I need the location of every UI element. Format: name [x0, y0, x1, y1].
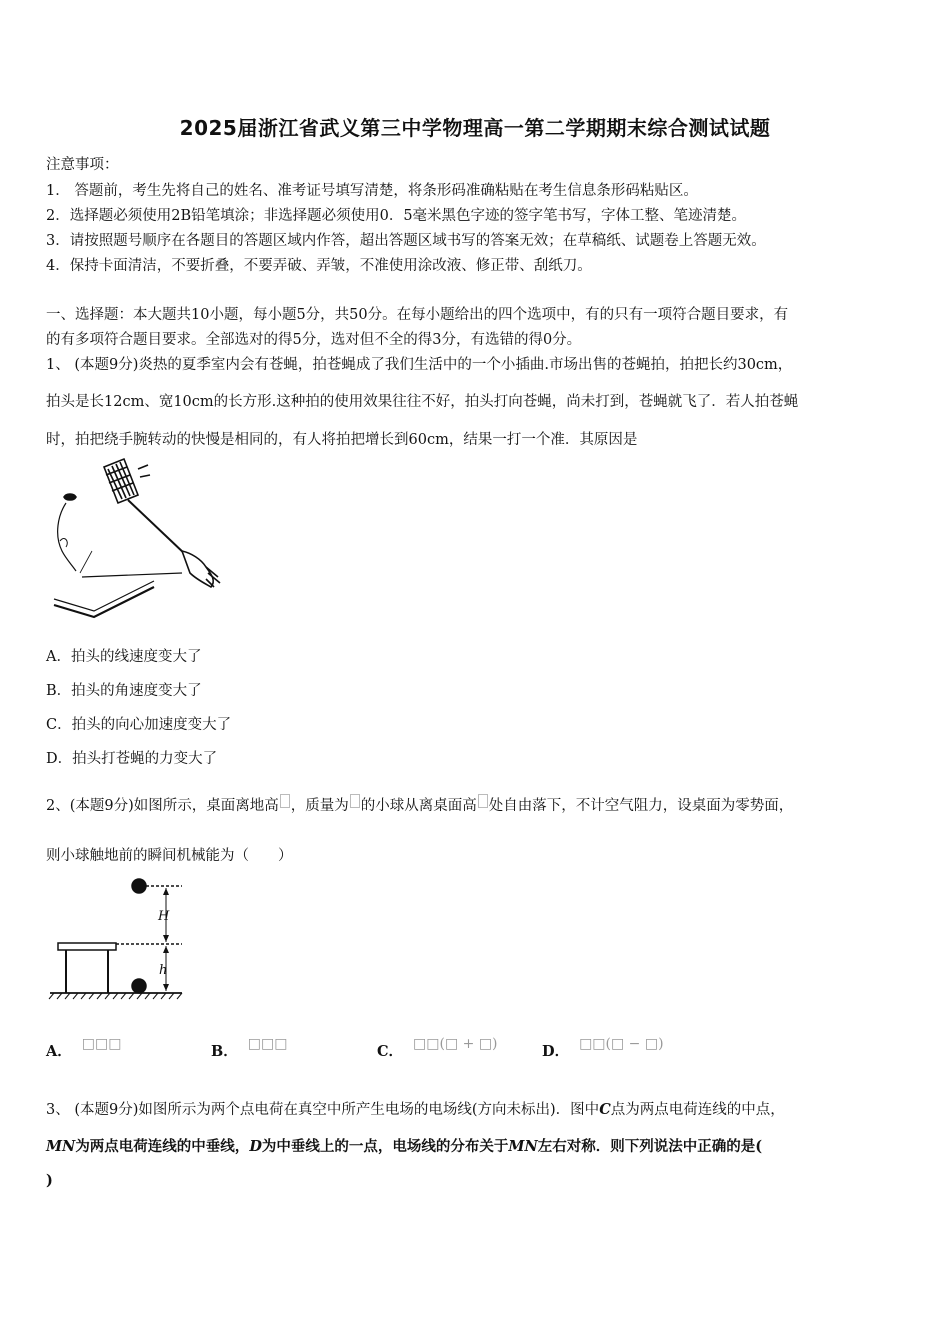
question-1-option-d: D．拍头打苍蝇的力变大了	[46, 751, 218, 767]
question-2-option-d: D． □□(□ − □)	[542, 1036, 664, 1060]
question-1-option-a: A．拍头的线速度变大了	[46, 649, 202, 665]
table-ball-figure	[46, 872, 196, 1002]
question-1-option-c: C．拍头的向心加速度变大了	[46, 717, 232, 733]
question-1-stem: 1、 (本题9分)炎热的夏季室内会有苍蝇，拍苍蝇成了我们生活中的一个小插曲.市场出售的苍蝇拍，拍把长约30cm，	[46, 357, 793, 373]
question-2-option-a: A． □□□	[46, 1036, 122, 1060]
question-3-stem: 3、 (本题9分)如图所示为两个点电荷在真空中所产生电场的电场线(方向未标出)．图中C点为两点电荷连线的中点，	[46, 1101, 785, 1118]
question-1-stem: 拍头是长12cm、宽10cm的长方形.这种拍的使用效果往往不好，拍头打向苍蝇，尚未打到，苍蝇就飞了．若人拍苍蝇	[46, 394, 799, 410]
fly-swatter-figure	[46, 455, 236, 620]
question-2-option-c: C． □□(□ + □)	[377, 1036, 498, 1060]
question-1-stem: 时，拍把绕手腕转动的快慢是相同的，有人将拍把增长到60cm，结果一打一个准．其原因是	[46, 432, 638, 448]
question-3-stem: MN为两点电荷连线的中垂线，D为中垂线上的一点，电场线的分布关于MN左右对称．则下列说法中正确的是(	[46, 1138, 763, 1155]
question-2-stem: 2、(本题9分)如图所示，桌面离地高 ，质量为 的小球从离桌面高 处自由落下，不计空气阻力，设桌面为零势面，	[46, 794, 793, 815]
height-label-h: h	[159, 963, 168, 978]
notice-item: 3．请按照题号顺序在各题目的答题区域内作答，超出答题区域书写的答案无效；在草稿纸、试题卷上答题无效。	[46, 233, 766, 249]
notice-item: 1． 答题前，考生先将自己的姓名、准考证号填写清楚，将条形码准确粘贴在考生信息条形码粘贴区。	[46, 183, 698, 199]
page-title: 2025届浙江省武义第三中学物理高一第二学期期末综合测试试题	[179, 116, 771, 140]
section-intro: 一、选择题：本大题共10小题，每小题5分，共50分。在每小题给出的四个选项中，有的只有一项符合题目要求，有	[46, 307, 789, 323]
question-3-stem: )	[46, 1172, 53, 1189]
question-2-option-b: B． □□□	[211, 1036, 288, 1060]
notice-item: 2．选择题必须使用2B铅笔填涂；非选择题必须使用0．5毫米黑色字迹的签字笔书写，字体工整、笔迹清楚。	[46, 208, 747, 224]
question-2-options	[46, 1036, 906, 1070]
height-label-H: H	[158, 909, 170, 924]
section-intro: 的有多项符合题目要求。全部选对的得5分，选对但不全的得3分，有选错的得0分。	[46, 332, 582, 348]
question-1-option-b: B．拍头的角速度变大了	[46, 683, 202, 699]
question-2-stem: 则小球触地前的瞬间机械能为（ ）	[46, 848, 293, 864]
notice-item: 4．保持卡面清洁，不要折叠，不要弄破、弄皱，不准使用涂改液、修正带、刮纸刀。	[46, 258, 592, 274]
notice-heading: 注意事项：	[46, 157, 119, 173]
